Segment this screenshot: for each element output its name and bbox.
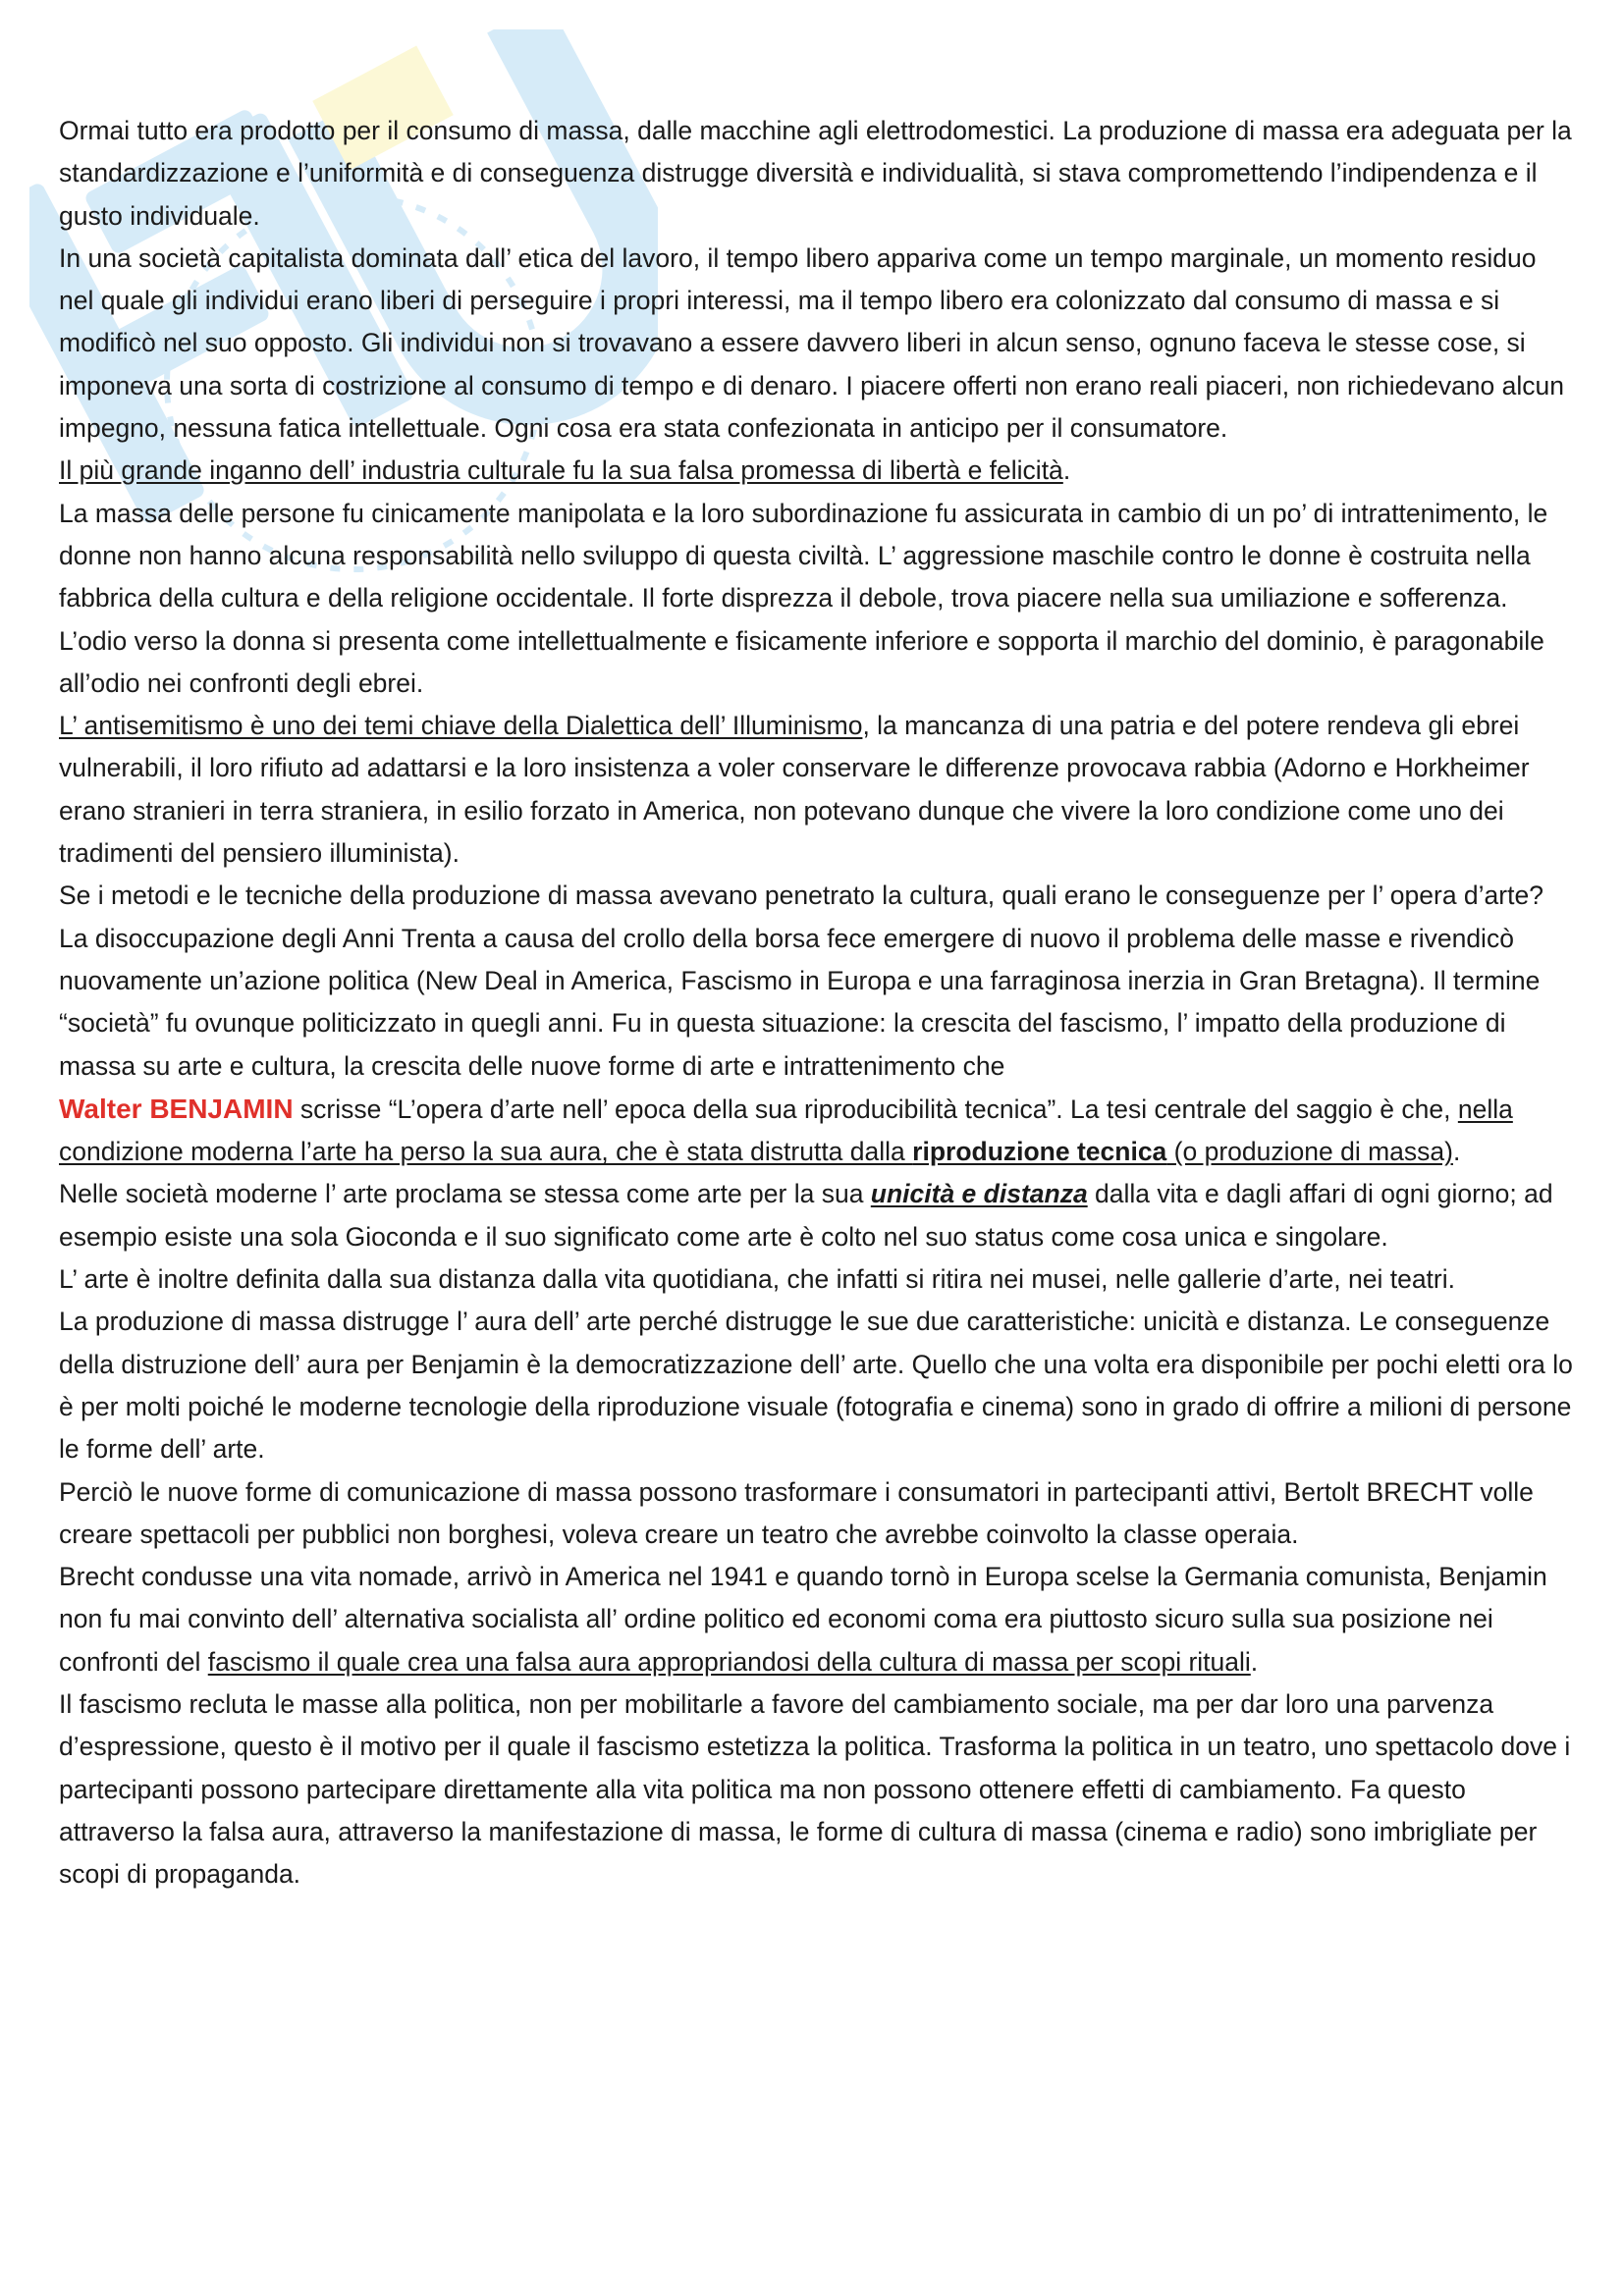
paragraph-3 — [59, 450, 1576, 492]
paragraph-9: La produzione di massa distrugge l’ aura dell’ arte perché distrugge le sue due caratteristiche: unicità e distanza. Le conseguenze della distruzione dell’ aura per Benjamin è la democratizzazione dell’ arte. Quello che una volta era disponibile per pochi eletti ora lo è per molti poiché le moderne tecnologie della riproduzione visuale (fotografia e cinema) sono in grado di offrire a milioni di persone le forme dell’ arte. — [59, 1307, 1573, 1465]
underlined-antisemitism: L’ antisemitismo è uno dei temi chiave della Dialettica dell’ Illuminismo — [59, 711, 863, 741]
paragraph-3-end: . — [1062, 455, 1071, 486]
underlined-aura-1: nella condizione moderna l’arte ha perso la sua aura, che è stata distrutta dalla — [59, 1094, 1513, 1167]
paragraph-5 — [59, 705, 1576, 875]
paragraph-10: Perciò le nuove forme di comunicazione di massa possono trasformare i consumatori in partecipanti attivi, Bertolt BRECHT volle creare spettacoli per pubblici non borghesi, voleva creare un teatro che avrebbe coinvolto la classe operaia. — [59, 1476, 1534, 1549]
underlined-bold-reproduction: riproduzione tecnica — [912, 1137, 1167, 1167]
paragraph-6-mid: scrisse “L’opera d’arte nell’ epoca della sua riproducibilità tecnica”. La tesi centrale del saggio è che, — [293, 1094, 1458, 1124]
document-body — [59, 110, 1576, 1896]
bold-italic-uniqueness: unicità e distanza — [870, 1179, 1088, 1209]
underlined-fascism: fascismo il quale crea una falsa aura appropriandosi della cultura di massa per scopi rituali — [207, 1646, 1251, 1677]
author-name-highlight: Walter BENJAMIN — [59, 1093, 294, 1124]
underlined-thesis: Il più grande inganno dell’ industria culturale fu la sua falsa promessa di libertà e felicità — [59, 455, 1063, 486]
paragraph-7-start: Nelle società moderne l’ arte proclama se stessa come arte per la sua — [59, 1179, 871, 1209]
paragraph-12: Il fascismo recluta le masse alla politica, non per mobilitarle a favore del cambiamento sociale, ma per dar loro una parvenza d’espressione, questo è il motivo per il quale il fascismo estetizza la politica. Trasforma la politica in un teatro, uno spettacolo dove i partecipanti possono partecipare direttamente alla vita politica ma non possono ottenere effetti di cambiamento. Fa questo attraverso la falsa aura, attraverso la manifestazione di massa, le forme di cultura di massa (cinema e radio) sono imbrigliate per scopi di propaganda. — [59, 1688, 1571, 1890]
paragraph-11-start: Brecht condusse una vita nomade, arrivò in America nel 1941 e quando tornò in Europa scelse la Germania comunista, Benjamin non fu mai convinto dell’ alternativa socialista all’ ordine politico ed economi coma era piuttosto sicuro sulla sua posizione nei confronti del — [59, 1562, 1547, 1677]
paragraph-1: Ormai tutto era prodotto per il consumo di massa, dalle macchine agli elettrodomestici. La produzione di massa era adeguata per la standardizzazione e l’uniformità e di conseguenza distrugge diversità e individualità, si stava compromettendo l’indipendenza e il gusto individuale. — [59, 116, 1572, 231]
paragraph-11 — [59, 1556, 1576, 1683]
paragraph-6-start: Se i metodi e le tecniche della produzione di massa avevano penetrato la cultura, quali erano le conseguenze per l’ opera d’arte? La disoccupazione degli Anni Trenta a causa del crollo della borsa fece emergere di nuovo il problema delle masse e rivendicò nuovamente un’azione politica (New Deal in America, Fascismo in Europa e una farraginosa inerzia in Gran Bretagna). Il termine “società” fu ovunque politicizzato in quegli anni. Fu in questa situazione: la crescita del fascismo, l’ impatto della produzione di massa su arte e cultura, la crescita delle nuove forme di arte e intrattenimento che — [59, 881, 1543, 1081]
paragraph-11-end: . — [1250, 1646, 1259, 1677]
underlined-aura-2: (o produzione di massa) — [1166, 1137, 1453, 1167]
paragraph-6 — [59, 875, 1576, 1173]
paragraph-2: In una società capitalista dominata dall’ etica del lavoro, il tempo libero appariva come un tempo marginale, un momento residuo nel quale gli individui erano liberi di perseguire i propri interessi, ma il tempo libero era colonizzato dal consumo di massa e si modificò nel suo opposto. Gli individui non si trovavano a essere davvero liberi in alcun senso, ognuno faceva le stesse cose, si imponeva una sorta di costrizione al consumo di tempo e di denaro. I piacere offerti non erano reali piaceri, non richiedevano alcun impegno, nessuna fatica intellettuale. Ogni cosa era stata confezionata in anticipo per il consumatore. — [59, 242, 1565, 444]
paragraph-7-rest: dalla vita e dagli affari di ogni giorno; ad esempio esiste una sola Gioconda e il suo significato come arte è colto nel suo status come cosa unica e singolare. — [59, 1179, 1553, 1252]
paragraph-6-end: . — [1452, 1137, 1461, 1167]
paragraph-7 — [59, 1173, 1576, 1258]
paragraph-8: L’ arte è inoltre definita dalla sua distanza dalla vita quotidiana, che infatti si ritira nei musei, nelle gallerie d’arte, nei teatri. — [59, 1264, 1455, 1295]
paragraph-4: La massa delle persone fu cinicamente manipolata e la loro subordinazione fu assicurata in cambio di un po’ di intrattenimento, le donne non hanno alcuna responsabilità nello sviluppo di questa civiltà. L’ aggressione maschile contro le donne è costruita nella fabbrica della cultura e della religione occidentale. Il forte disprezza il debole, trova piacere nella sua umiliazione e sofferenza. L’odio verso la donna si presenta come intellettualmente e fisicamente inferiore e sopporta il marchio del dominio, è paragonabile all’odio nei confronti degli ebrei. — [59, 498, 1548, 698]
paragraph-5-rest: , la mancanza di una patria e del potere rendeva gli ebrei vulnerabili, il loro rifiuto ad adattarsi e la loro insistenza a voler conservare le differenze provocava rabbia (Adorno e Horkheimer erano stranieri in terra straniera, in esilio forzato in America, non potevano dunque che vivere la loro condizione come uno dei tradimenti del pensiero illuminista). — [59, 711, 1530, 869]
